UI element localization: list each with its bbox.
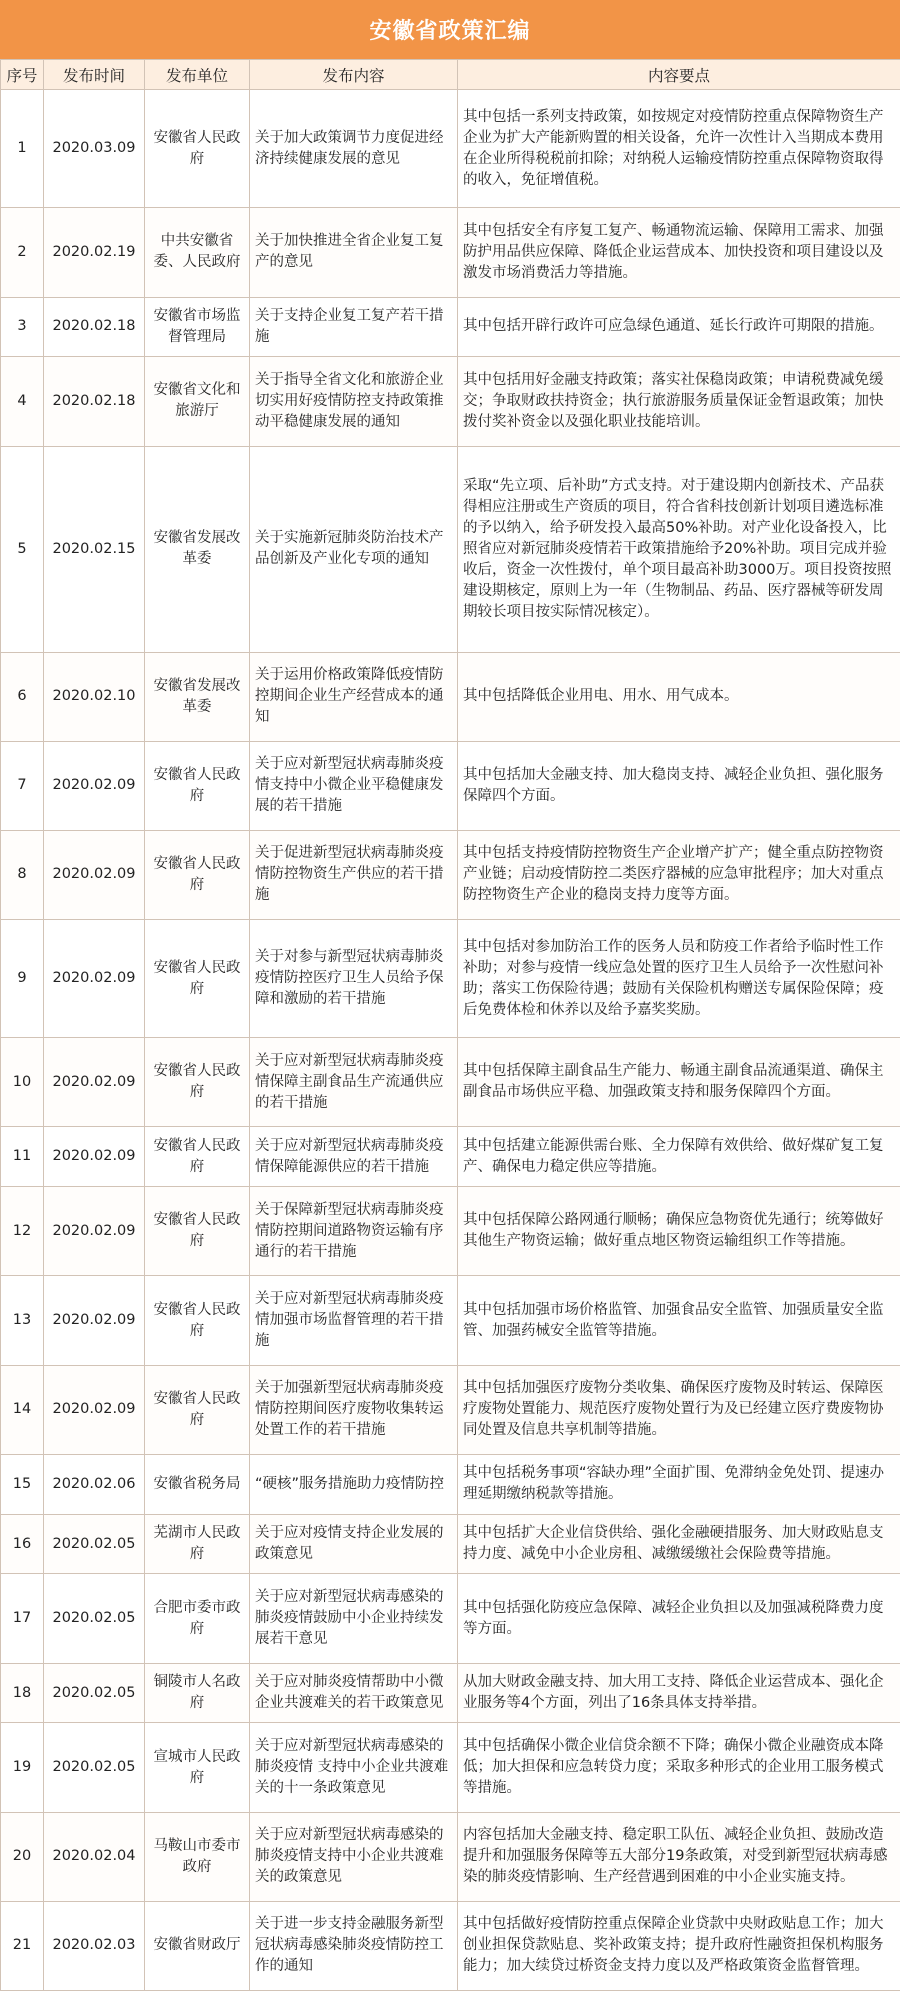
row-policy-title: 关于应对肺炎疫情帮助中小微企业共渡难关的若干政策意见 [250, 1663, 458, 1723]
row-date: 2020.02.09 [44, 1365, 145, 1454]
row-index: 21 [1, 1901, 44, 1990]
row-index: 8 [1, 830, 44, 919]
row-key-points: 内容包括加大金融支持、稳定职工队伍、减轻企业负担、鼓励改造提升和加强服务保障等五大部分19条政策，对受到新型冠状病毒感染的肺炎疫情影响、生产经营遇到困难的中小企业实施支持。 [458, 1812, 900, 1901]
policy-table [0, 59, 900, 1991]
col-header-title: 发布内容 [250, 60, 458, 90]
row-date: 2020.02.04 [44, 1812, 145, 1901]
table-row [1, 1038, 900, 1127]
col-header-unit: 发布单位 [145, 60, 250, 90]
row-date: 2020.02.15 [44, 446, 145, 652]
row-publisher: 安徽省发展改革委 [145, 652, 250, 741]
table-row [1, 1663, 900, 1723]
row-date: 2020.02.09 [44, 1127, 145, 1187]
row-index: 3 [1, 297, 44, 357]
table-row [1, 1574, 900, 1663]
row-policy-title: 关于应对新型冠状病毒感染的肺炎疫情 支持中小企业共渡难关的十一条政策意见 [250, 1723, 458, 1812]
row-date: 2020.02.03 [44, 1901, 145, 1990]
row-publisher: 铜陵市人名政府 [145, 1663, 250, 1723]
col-header-content: 内容要点 [458, 60, 900, 90]
row-index: 9 [1, 919, 44, 1037]
row-date: 2020.02.05 [44, 1723, 145, 1812]
row-policy-title: 关于指导全省文化和旅游企业切实用好疫情防控支持政策推动平稳健康发展的通知 [250, 357, 458, 446]
row-publisher: 安徽省人民政府 [145, 1038, 250, 1127]
row-publisher: 安徽省发展改革委 [145, 446, 250, 652]
table-row [1, 1812, 900, 1901]
table-row [1, 357, 900, 446]
row-policy-title: 关于运用价格政策降低疫情防控期间企业生产经营成本的通知 [250, 652, 458, 741]
row-policy-title: 关于实施新冠肺炎防治技术产品创新及产业化专项的通知 [250, 446, 458, 652]
table-header [1, 60, 900, 90]
row-date: 2020.02.09 [44, 1276, 145, 1365]
row-date: 2020.02.09 [44, 830, 145, 919]
table-row [1, 1127, 900, 1187]
row-publisher: 中共安徽省委、人民政府 [145, 208, 250, 297]
row-date: 2020.02.09 [44, 919, 145, 1037]
row-key-points: 其中包括支持疫情防控物资生产企业增产扩产；健全重点防控物资产业链；启动疫情防控二类医疗器械的应急审批程序；加大对重点防控物资生产企业的稳岗支持力度等方面。 [458, 830, 900, 919]
row-index: 12 [1, 1187, 44, 1276]
row-index: 1 [1, 90, 44, 208]
table-row [1, 741, 900, 830]
row-publisher: 宣城市人民政府 [145, 1723, 250, 1812]
row-key-points: 其中包括加强市场价格监管、加强食品安全监管、加强质量安全监管、加强药械安全监管等措施。 [458, 1276, 900, 1365]
row-date: 2020.02.09 [44, 1187, 145, 1276]
row-key-points: 其中包括对参加防治工作的医务人员和防疫工作者给予临时性工作补助；对参与疫情一线应急处置的医疗卫生人员给予一次性慰问补助；落实工伤保险待遇；鼓励有关保险机构赠送专属保险保障；疫后免费体检和休养以及给予嘉奖奖励。 [458, 919, 900, 1037]
row-index: 10 [1, 1038, 44, 1127]
row-policy-title: 关于加强新型冠状病毒肺炎疫情防控期间医疗废物收集转运处置工作的若干措施 [250, 1365, 458, 1454]
row-policy-title: 关于进一步支持金融服务新型冠状病毒感染肺炎疫情防控工作的通知 [250, 1901, 458, 1990]
row-publisher: 安徽省市场监督管理局 [145, 297, 250, 357]
row-policy-title: 关于保障新型冠状病毒肺炎疫情防控期间道路物资运输有序通行的若干措施 [250, 1187, 458, 1276]
row-date: 2020.02.05 [44, 1663, 145, 1723]
row-key-points: 其中包括建立能源供需台账、全力保障有效供给、做好煤矿复工复产、确保电力稳定供应等措施。 [458, 1127, 900, 1187]
row-index: 11 [1, 1127, 44, 1187]
table-row [1, 446, 900, 652]
row-policy-title: 关于促进新型冠状病毒肺炎疫情防控物资生产供应的若干措施 [250, 830, 458, 919]
row-key-points: 其中包括开辟行政许可应急绿色通道、延长行政许可期限的措施。 [458, 297, 900, 357]
row-policy-title: 关于对参与新型冠状病毒肺炎疫情防控医疗卫生人员给予保障和激励的若干措施 [250, 919, 458, 1037]
row-publisher: 安徽省人民政府 [145, 741, 250, 830]
row-publisher: 安徽省人民政府 [145, 1365, 250, 1454]
row-index: 18 [1, 1663, 44, 1723]
table-row [1, 1901, 900, 1990]
table-row [1, 830, 900, 919]
row-publisher: 安徽省文化和旅游厅 [145, 357, 250, 446]
row-key-points: 其中包括确保小微企业信贷余额不下降；确保小微企业融资成本降低；加大担保和应急转贷力度；采取多种形式的企业用工服务模式等措施。 [458, 1723, 900, 1812]
row-index: 20 [1, 1812, 44, 1901]
row-key-points: 从加大财政金融支持、加大用工支持、降低企业运营成本、强化企业服务等4个方面，列出了16条具体支持举措。 [458, 1663, 900, 1723]
row-date: 2020.02.09 [44, 741, 145, 830]
row-key-points: 其中包括加强医疗废物分类收集、确保医疗废物及时转运、保障医疗废物处置能力、规范医疗废物处置行为及已经建立医疗费废物协同处置及信息共享机制等措施。 [458, 1365, 900, 1454]
row-key-points: 其中包括用好金融支持政策；落实社保稳岗政策；申请税费减免缓交；争取财政扶持资金；执行旅游服务质量保证金暂退政策；加快拨付奖补资金以及强化职业技能培训。 [458, 357, 900, 446]
table-row [1, 1723, 900, 1812]
row-key-points: 其中包括加大金融支持、加大稳岗支持、减轻企业负担、强化服务保障四个方面。 [458, 741, 900, 830]
row-date: 2020.02.18 [44, 297, 145, 357]
table-row [1, 1276, 900, 1365]
row-policy-title: 关于加快推进全省企业复工复产的意见 [250, 208, 458, 297]
row-publisher: 合肥市委市政府 [145, 1574, 250, 1663]
col-header-date: 发布时间 [44, 60, 145, 90]
row-policy-title: 关于应对新型冠状病毒肺炎疫情加强市场监督管理的若干措施 [250, 1276, 458, 1365]
row-policy-title: “硬核”服务措施助力疫情防控 [250, 1454, 458, 1514]
row-key-points: 其中包括保障公路网通行顺畅；确保应急物资优先通行；统筹做好其他生产物资运输；做好重点地区物资运输组织工作等措施。 [458, 1187, 900, 1276]
row-index: 5 [1, 446, 44, 652]
row-date: 2020.02.05 [44, 1514, 145, 1574]
row-date: 2020.02.05 [44, 1574, 145, 1663]
row-key-points: 其中包括保障主副食品生产能力、畅通主副食品流通渠道、确保主副食品市场供应平稳、加强政策支持和服务保障四个方面。 [458, 1038, 900, 1127]
table-row [1, 90, 900, 208]
row-date: 2020.03.09 [44, 90, 145, 208]
row-date: 2020.02.19 [44, 208, 145, 297]
row-index: 17 [1, 1574, 44, 1663]
row-key-points: 其中包括一系列支持政策，如按规定对疫情防控重点保障物资生产企业为扩大产能新购置的相关设备，允许一次性计入当期成本费用在企业所得税税前扣除；对纳税人运输疫情防控重点保障物资取得的收入，免征增值税。 [458, 90, 900, 208]
row-policy-title: 关于应对新型冠状病毒肺炎疫情保障能源供应的若干措施 [250, 1127, 458, 1187]
table-row [1, 1454, 900, 1514]
row-key-points: 其中包括强化防疫应急保障、减轻企业负担以及加强减税降费力度等方面。 [458, 1574, 900, 1663]
table-row [1, 1514, 900, 1574]
table-row [1, 208, 900, 297]
row-key-points: 其中包括安全有序复工复产、畅通物流运输、保障用工需求、加强防护用品供应保障、降低企业运营成本、加快投资和项目建设以及激发市场消费活力等措施。 [458, 208, 900, 297]
table-row [1, 1187, 900, 1276]
row-index: 2 [1, 208, 44, 297]
row-policy-title: 关于应对疫情支持企业发展的政策意见 [250, 1514, 458, 1574]
row-date: 2020.02.10 [44, 652, 145, 741]
row-index: 19 [1, 1723, 44, 1812]
table-row [1, 297, 900, 357]
row-publisher: 安徽省人民政府 [145, 90, 250, 208]
row-policy-title: 关于应对新型冠状病毒肺炎疫情保障主副食品生产流通供应的若干措施 [250, 1038, 458, 1127]
row-index: 13 [1, 1276, 44, 1365]
row-publisher: 安徽省人民政府 [145, 919, 250, 1037]
row-policy-title: 关于应对新型冠状病毒感染的肺炎疫情鼓励中小企业持续发展若干意见 [250, 1574, 458, 1663]
row-publisher: 安徽省人民政府 [145, 1187, 250, 1276]
row-key-points: 其中包括做好疫情防控重点保障企业贷款中央财政贴息工作；加大创业担保贷款贴息、奖补政策支持；提升政府性融资担保机构服务能力；加大续贷过桥资金支持力度以及严格政策资金监督管理。 [458, 1901, 900, 1990]
table-row [1, 652, 900, 741]
row-index: 15 [1, 1454, 44, 1514]
col-header-index: 序号 [1, 60, 44, 90]
table-row [1, 1365, 900, 1454]
row-key-points: 采取“先立项、后补助”方式支持。对于建设期内创新技术、产品获得相应注册或生产资质的项目，符合省科技创新计划项目遴选标准的予以纳入，给予研发投入最高50%补助。对产业化设备投入，比照省应对新冠肺炎疫情若干政策措施给予20%补助。项目完成并验收后，资金一次性拨付，单个项目最高补助3000万。项目投资按照建设期核定，原则上为一年（生物制品、药品、医疗器械等研发周期较长项目按实际情况核定）。 [458, 446, 900, 652]
row-key-points: 其中包括税务事项“容缺办理”全面扩围、免滞纳金免处罚、提速办理延期缴纳税款等措施。 [458, 1454, 900, 1514]
row-publisher: 芜湖市人民政府 [145, 1514, 250, 1574]
sheet-title: 安徽省政策汇编 [0, 0, 900, 59]
row-publisher: 安徽省人民政府 [145, 1127, 250, 1187]
table-row [1, 919, 900, 1037]
row-index: 4 [1, 357, 44, 446]
row-date: 2020.02.18 [44, 357, 145, 446]
row-index: 14 [1, 1365, 44, 1454]
table-body [1, 90, 900, 1991]
row-key-points: 其中包括扩大企业信贷供给、强化金融硬措服务、加大财政贴息支持力度、减免中小企业房租、减缴缓缴社会保险费等措施。 [458, 1514, 900, 1574]
row-publisher: 安徽省财政厅 [145, 1901, 250, 1990]
row-publisher: 安徽省税务局 [145, 1454, 250, 1514]
row-publisher: 马鞍山市委市政府 [145, 1812, 250, 1901]
row-index: 16 [1, 1514, 44, 1574]
row-publisher: 安徽省人民政府 [145, 1276, 250, 1365]
row-index: 7 [1, 741, 44, 830]
row-date: 2020.02.09 [44, 1038, 145, 1127]
row-policy-title: 关于加大政策调节力度促进经济持续健康发展的意见 [250, 90, 458, 208]
row-index: 6 [1, 652, 44, 741]
row-date: 2020.02.06 [44, 1454, 145, 1514]
row-policy-title: 关于应对新型冠状病毒感染的肺炎疫情支持中小企业共渡难关的政策意见 [250, 1812, 458, 1901]
row-policy-title: 关于支持企业复工复产若干措施 [250, 297, 458, 357]
row-policy-title: 关于应对新型冠状病毒肺炎疫情支持中小微企业平稳健康发展的若干措施 [250, 741, 458, 830]
row-publisher: 安徽省人民政府 [145, 830, 250, 919]
row-key-points: 其中包括降低企业用电、用水、用气成本。 [458, 652, 900, 741]
